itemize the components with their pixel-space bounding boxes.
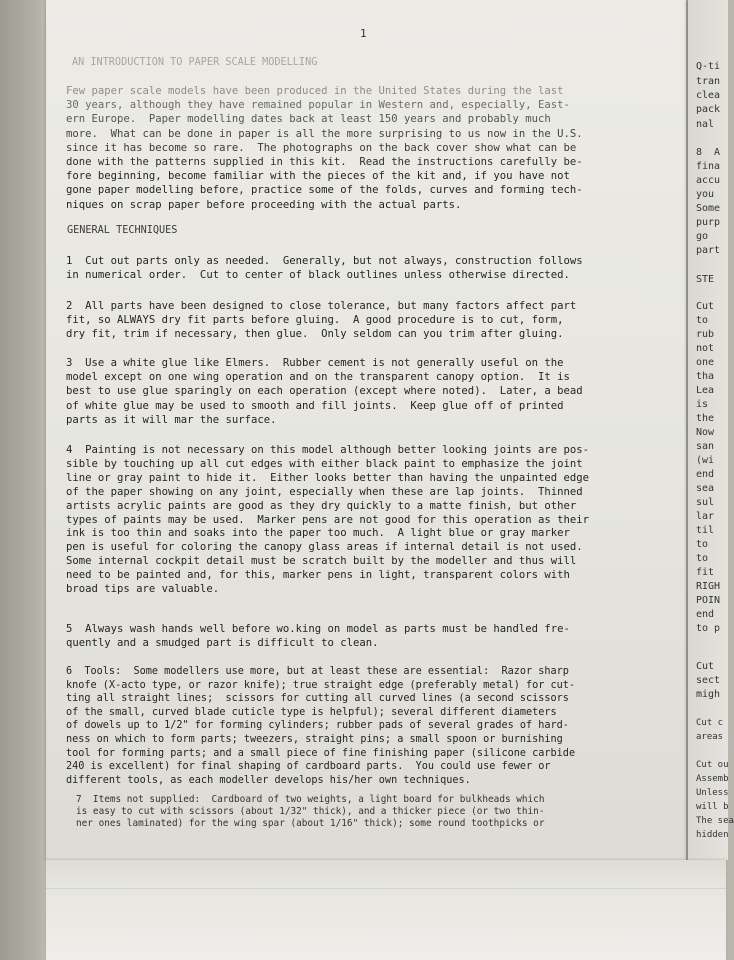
text-line: gone paper modelling before, practice some of the folds, curves and forming tech-	[66, 184, 583, 197]
paragraph-5	[66, 622, 570, 650]
intro-paragraph	[66, 84, 583, 212]
adjacent-page-fragment: Cut ou	[696, 760, 729, 770]
adjacent-page-fragment: RIGH	[696, 581, 721, 592]
adjacent-page-fragment: to	[696, 315, 709, 326]
adjacent-page-fragment: areas	[696, 732, 724, 742]
adjacent-page-fragment: one	[696, 357, 715, 368]
text-line: best to use glue sparingly on each operation (except where noted). Later, a bead	[66, 385, 583, 398]
text-line: 2 All parts have been designed to close tolerance, but many factors affect part	[66, 300, 577, 312]
adjacent-page-fragment: to	[696, 553, 709, 564]
adjacent-page-fragment: Cut	[696, 661, 715, 672]
adjacent-page-fragment: san	[696, 441, 715, 452]
text-line: more. What can be done in paper is all the more surprising to us now in the U.S.	[66, 127, 583, 140]
adjacent-page-fragment: will b	[696, 802, 729, 812]
adjacent-page-fragment: migh	[696, 689, 721, 700]
adjacent-page-fragment: fina	[696, 161, 721, 172]
text-line: of white glue may be used to smooth and fill joints. Keep glue off of printed	[66, 399, 564, 412]
text-line: sible by touching up all cut edges with either black paint to emphasize the joint	[66, 457, 583, 470]
adjacent-page-fragment: part	[696, 245, 721, 256]
section-heading: GENERAL TECHNIQUES	[67, 225, 178, 236]
text-line: 4 Painting is not necessary on this model although better looking joints are pos-	[66, 444, 589, 456]
adjacent-page-edge	[688, 0, 734, 860]
text-line: model except on one wing operation and on the transparent canopy option. It is	[66, 371, 570, 384]
text-line: of the small, curved blade cuticle type is helpful); several different diameters	[66, 706, 557, 718]
text-line: Few paper scale models have been produced in the United States during the last	[66, 85, 564, 97]
paragraph-2	[66, 299, 576, 342]
text-line: 5 Always wash hands well before wo.king on model as parts must be handled fre-	[66, 623, 570, 635]
adjacent-page-fragment: sea	[696, 483, 715, 494]
text-line: types of paints may be used. Marker pens are not good for this operation as their	[66, 513, 589, 526]
paragraph-7	[76, 794, 544, 830]
adjacent-page-fragment: STE	[696, 274, 715, 285]
paragraph-3	[66, 356, 583, 427]
text-line: fore beginning, become familiar with the pieces of the kit and, if you have not	[66, 170, 570, 183]
adjacent-page-fragment: go	[696, 231, 709, 242]
text-line: of dowels up to 1/2" for forming cylinders; rubber pads of several grades of hard-	[66, 720, 569, 732]
text-line: ink is too thin and soaks into the paper too much. A light blue or gray marker	[66, 527, 570, 540]
adjacent-page-fragment: rub	[696, 329, 715, 340]
adjacent-page-fragment: lar	[696, 511, 715, 522]
adjacent-page-fragment: Lea	[696, 385, 715, 396]
adjacent-page-fragment: fit	[696, 567, 715, 578]
document-page	[46, 0, 686, 860]
adjacent-page-fragment: til	[696, 525, 715, 536]
adjacent-page-fragment: Q-ti	[696, 61, 721, 72]
text-line: 7 Items not supplied: Cardboard of two weights, a light board for bulkheads which	[76, 794, 545, 805]
fold-line	[46, 888, 726, 889]
text-line: of the paper showing on any joint, especially when these are lap joints. Thinned	[66, 485, 583, 498]
text-line: 6 Tools: Some modellers use more, but at least these are essential: Razor sharp	[66, 666, 569, 677]
adjacent-page-fragment: tha	[696, 371, 715, 382]
text-line: line or gray paint to hide it. Either looks better than having the unpainted edge	[66, 471, 589, 484]
text-line: 1 Cut out parts only as needed. Generally, but not always, construction follows	[66, 255, 583, 267]
adjacent-page-fragment: purp	[696, 217, 721, 228]
page-bottom-fold	[46, 860, 726, 960]
text-line: need to be painted and, for this, marker pens in light, transparent colors with	[66, 569, 570, 582]
text-line: ner ones laminated) for the wing spar (about 1/16" thick); some round toothpicks or	[76, 818, 545, 829]
text-line: artists acrylic paints are good as they dry quickly to a matte finish, but other	[66, 499, 577, 512]
text-line: in numerical order. Cut to center of black outlines unless otherwise directed.	[66, 269, 570, 282]
text-line: 3 Use a white glue like Elmers. Rubber cement is not generally useful on the	[66, 357, 564, 369]
adjacent-page-fragment: nal	[696, 119, 715, 130]
text-line: is easy to cut with scissors (about 1/32" thick), and a thicker piece (or two thin-	[76, 806, 545, 817]
adjacent-page-fragment: you	[696, 189, 715, 200]
adjacent-page-fragment: POIN	[696, 595, 721, 606]
text-line: 240 is excellent) for final shaping of cardboard parts. You could use fewer or	[66, 761, 551, 773]
text-line: niques on scrap paper before proceeding with the actual parts.	[66, 198, 462, 211]
adjacent-page-fragment: Unless	[696, 788, 729, 798]
adjacent-page-fragment: sul	[696, 497, 715, 508]
text-line: knofe (X-acto type, or razor knife); true straight edge (preferably metal) for cut-	[66, 679, 576, 691]
text-line: done with the patterns supplied in this kit. Read the instructions carefully be-	[66, 156, 583, 169]
text-line: ern Europe. Paper modelling dates back at least 150 years and probably much	[66, 113, 551, 126]
text-line: parts as it will mar the surface.	[66, 413, 277, 426]
text-line: Some internal cockpit detail must be scratch built by the modeller and thus will	[66, 555, 577, 568]
adjacent-page-fragment: to p	[696, 623, 721, 634]
adjacent-page-fragment: not	[696, 343, 715, 354]
adjacent-page-fragment: to	[696, 539, 709, 550]
text-line: broad tips are valuable.	[66, 583, 220, 596]
adjacent-page-fragment: (wi	[696, 455, 715, 466]
adjacent-page-fragment: Assemb	[696, 774, 729, 784]
adjacent-page-fragment: end	[696, 609, 715, 620]
adjacent-page-fragment: Some	[696, 203, 721, 214]
paragraph-1	[66, 254, 583, 282]
text-line: different tools, as each modeller develops his/her own techniques.	[66, 774, 471, 786]
adjacent-page-fragment: hidden	[696, 830, 729, 840]
adjacent-page-fragment: Cut c	[696, 718, 724, 728]
page-number: 1	[360, 27, 367, 40]
text-line: fit, so ALWAYS dry fit parts before gluing. A good procedure is to cut, form,	[66, 314, 564, 327]
adjacent-page-fragment: 8 A	[696, 147, 721, 158]
adjacent-page-fragment: is	[696, 399, 709, 410]
adjacent-page-fragment: tran	[696, 76, 721, 87]
adjacent-page-fragment: accu	[696, 175, 721, 186]
text-line: quently and a smudged part is difficult to clean.	[66, 637, 379, 650]
text-line: dry fit, trim if necessary, then glue. Only seldom can you trim after gluing.	[66, 328, 564, 341]
adjacent-page-fragment: clea	[696, 90, 721, 101]
adjacent-page-fragment: sect	[696, 675, 721, 686]
paragraph-6	[66, 665, 575, 787]
adjacent-page-fragment: pack	[696, 104, 721, 115]
text-line: ness on which to form parts; tweezers, straight pins; a small spoon or burnishing	[66, 733, 563, 745]
paragraph-4	[66, 444, 589, 597]
text-line: tool for forming parts; and a small piece of fine finishing paper (silicone carbide	[66, 747, 576, 759]
text-line: 30 years, although they have remained popular in Western and, especially, East-	[66, 99, 570, 112]
adjacent-page-fragment: the	[696, 413, 715, 424]
adjacent-page-fragment: end	[696, 469, 715, 480]
text-line: ting all straight lines; scissors for cutting all curved lines (a second scissors	[66, 693, 569, 705]
adjacent-page-fragment: Now	[696, 427, 715, 438]
document-title: AN INTRODUCTION TO PAPER SCALE MODELLING	[72, 57, 318, 68]
text-line: since it has become so rare. The photographs on the back cover show what can be	[66, 141, 577, 154]
text-line: pen is useful for coloring the canopy glass areas if internal detail is not used.	[66, 541, 583, 554]
adjacent-page-fragment: Cut	[696, 301, 715, 312]
adjacent-page-fragment: The sea	[696, 816, 734, 826]
